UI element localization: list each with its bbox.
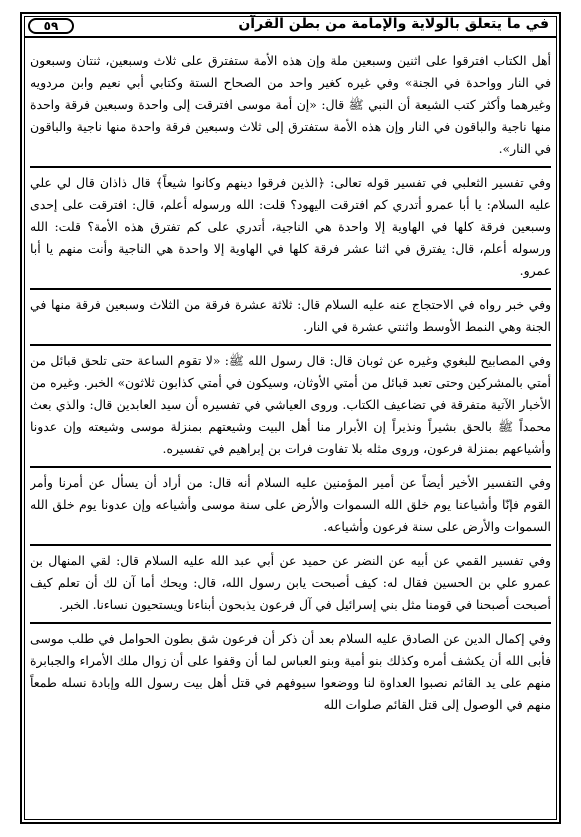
paragraph-7: وفي إكمال الدين عن الصادق عليه السلام بعد أن ذكر أن فرعون شق بطون الحوامل في طلب موسى فأبى الله أن يكشف أمره وكذلك بنو أمية وبنو العباس لما أن وقفوا على أن زوال ملك الأمراء والجبابرة منهم على يد القائم نصبوا العداوة لنا ووضعوا سيوفهم في قتل أهل بيت رسول الله وإبادة نسله طمعاً منهم في الوصول إلى قتل القائم صلوات الله xyxy=(30,631,551,712)
paragraph-4: وفي المصابيح للبغوي وغيره عن ثوبان قال: قال رسول الله ﷺ: «لا تقوم الساعة حتى تلحق قبائل من أمتي بالمشركين وحتى تعبد قبائل من أمتي الأوثان، وسيكون في أمتي كذابون ثلاثون» الخبر. وغيره من الأخبار الآتية متفرقة في تضاعيف الكتاب. وروى العياشي في تفسيره أن سيد العابدين قال: والذي بعث محمداً ﷺ بالحق بشيراً ونذيراً إن الأبرار منا أهل البيت وشيعتهم بمنزلة موسى وشيعته وإن عدونا وأشياعهم بمنزلة فرعون، وروى مثله بلا تفاوت فرات بن إبراهيم في تفسيره. xyxy=(30,346,551,468)
paragraph-1: أهل الكتاب افترقوا على اثنين وسبعين ملة وإن هذه الأمة ستفترق على ثلاث وسبعين، ثنتان وسبعون في النار وواحدة في الجنة» وفي غيره كغير واحد من الصحاح الستة وكتابي أبي نعيم وابن مردويه وغيرهما وأكثر كتب الشيعة أن النبي ﷺ قال: «إن أمة موسى افترقت إلى واحدة وسبعين فرقة واحدة منها ناجية والباقون في النار وإن هذه الأمة ستفترق إلى ثلاث وسبعين فرقة واحدة منها ناجية والباقون في النار». xyxy=(30,46,551,168)
paragraph-6: وفي تفسير القمي عن أبيه عن النضر عن حميد عن أبي عبد الله عليه السلام قال: لقي المنهال بن عمرو علي بن الحسين فقال له: كيف أصبحت يابن رسول الله، قال: ويحك أما آن لك أن تعلم كيف أصبحت أصبحنا في قومنا مثل بني إسرائيل في آل فرعون يذبحون أبناءنا ويستحيون نساءنا. الخبر. xyxy=(30,546,551,624)
paragraph-5: وفي التفسير الأخير أيضاً عن أمير المؤمنين عليه السلام أنه قال: من أراد أن يسأل عن أمرنا وأمر القوم فإنّا وأشياعنا يوم خلق الله السموات والأرض على سنة موسى وأشياعه وإن عدونا يوم خلق الله السموات والأرض على سنة فرعون وأشياعه. xyxy=(30,468,551,546)
page-header xyxy=(24,16,557,38)
running-title: في ما يتعلق بالولاية والإمامة من بطن القرآن xyxy=(238,16,549,32)
paragraph-3: وفي خبر رواه في الاحتجاج عنه عليه السلام قال: ثلاثة عشرة فرقة من الثلاث وسبعين فرقة منها في الجنة وهي النمط الأوسط واثنتي عشرة في النار. xyxy=(30,290,551,346)
page-number: ٥٩ xyxy=(28,18,74,34)
paragraph-2: وفي تفسير الثعلبي في تفسير قوله تعالى: ﴿الذين فرقوا دينهم وكانوا شيعاً﴾ قال ذاذان قال لي علي عليه السلام: يا أبا عمرو أتدري كم افترقت اليهود؟ قلت: الله ورسوله أعلم، قال: افترقت على إحدى وسبعين فرقة كلها في الهاوية إلا واحدة هي الناجية، أتدري على كم تفترق هذه الأمة؟ قلت: الله ورسوله أعلم، قال: يفترق في اثنا عشر فرقة كلها في الهاوية إلا واحدة هي الناجية وأنت منهم يا أبا عمرو. xyxy=(30,168,551,290)
page-body xyxy=(30,46,551,818)
